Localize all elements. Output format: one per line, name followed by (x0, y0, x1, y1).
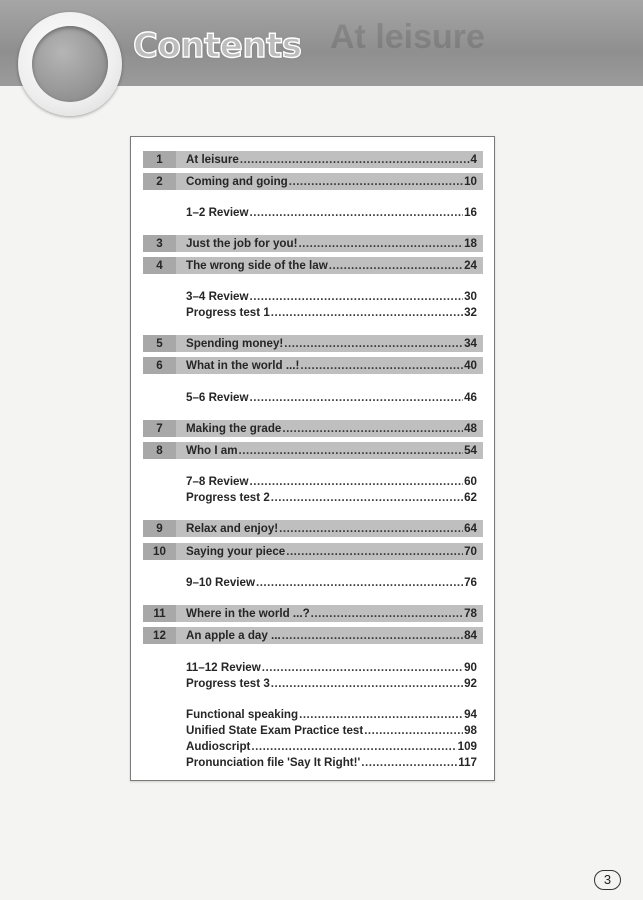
toc-unit-12[interactable] (143, 627, 483, 644)
unit-number: 7 (143, 420, 176, 437)
toc-audioscript[interactable] (143, 738, 483, 755)
page-number-badge: 3 (594, 870, 621, 890)
unit-title: Relax and enjoy! (186, 522, 279, 535)
review-title: 7–8 Review (186, 475, 249, 488)
extra-title: Functional speaking (186, 708, 299, 721)
page-title: Contents (133, 26, 302, 66)
page-ref: 48 (464, 422, 477, 435)
page-ref: 30 (464, 290, 477, 303)
toc-progress-test-3[interactable] (143, 675, 483, 692)
unit-title: Spending money! (186, 337, 284, 350)
toc-review-9-10[interactable] (143, 574, 483, 591)
page-ref: 24 (464, 259, 477, 272)
page-ref: 109 (457, 740, 477, 753)
dot-leader (364, 724, 463, 737)
dot-leader (240, 153, 470, 166)
dot-leader (282, 629, 463, 642)
page-ref: 90 (464, 661, 477, 674)
dot-leader (250, 475, 464, 488)
toc-unit-2[interactable] (143, 173, 483, 190)
dot-leader (299, 708, 463, 721)
unit-number: 1 (143, 151, 176, 168)
review-title: Progress test 3 (186, 677, 270, 690)
dot-leader (271, 677, 463, 690)
header-ghost-text: At leisure (330, 18, 485, 56)
page-ref: 34 (464, 337, 477, 350)
page-ref: 76 (464, 576, 477, 589)
dot-leader (262, 661, 463, 674)
review-title: 3–4 Review (186, 290, 249, 303)
review-title: Progress test 1 (186, 306, 270, 319)
page-ref: 4 (470, 153, 477, 166)
unit-title: Coming and going (186, 175, 288, 188)
toc-unit-9[interactable] (143, 520, 483, 537)
toc-unit-7[interactable] (143, 420, 483, 437)
review-title: 11–12 Review (186, 661, 261, 674)
toc-review-5-6[interactable] (143, 389, 483, 406)
page-ref: 18 (464, 237, 477, 250)
page-ref: 60 (464, 475, 477, 488)
review-title: 9–10 Review (186, 576, 255, 589)
review-title: Progress test 2 (186, 491, 270, 504)
unit-title: Where in the world ...? (186, 607, 310, 620)
toc-review-7-8[interactable] (143, 473, 483, 490)
review-title: 5–6 Review (186, 391, 249, 404)
review-title: 1–2 Review (186, 206, 249, 219)
toc-review-11-12[interactable] (143, 659, 483, 676)
toc-progress-test-1[interactable] (143, 304, 483, 321)
toc-unit-4[interactable] (143, 257, 483, 274)
dot-leader (239, 444, 464, 457)
page-ref: 16 (464, 206, 477, 219)
unit-number: 6 (143, 357, 176, 374)
unit-number: 3 (143, 235, 176, 252)
unit-title: Just the job for you! (186, 237, 298, 250)
toc-unit-1[interactable] (143, 151, 483, 168)
page-ref: 92 (464, 677, 477, 690)
page-ref: 98 (464, 724, 477, 737)
dot-leader (289, 175, 463, 188)
page-ref: 10 (464, 175, 477, 188)
unit-title: Making the grade (186, 422, 282, 435)
toc-functional-speaking[interactable] (143, 706, 483, 723)
dot-leader (256, 576, 463, 589)
dot-leader (271, 306, 463, 319)
toc-unit-6[interactable] (143, 357, 483, 374)
toc-progress-test-2[interactable] (143, 489, 483, 506)
unit-number: 5 (143, 335, 176, 352)
unit-number: 4 (143, 257, 176, 274)
toc-use-practice-test[interactable] (143, 722, 483, 739)
extra-title: Pronunciation file 'Say It Right!' (186, 756, 361, 769)
extra-title: Unified State Exam Practice test (186, 724, 364, 737)
extra-title: Audioscript (186, 740, 251, 753)
page-ref: 32 (464, 306, 477, 319)
dot-leader (271, 491, 463, 504)
header-circle-inner (32, 26, 108, 102)
dot-leader (282, 422, 463, 435)
dot-leader (329, 259, 463, 272)
unit-number: 2 (143, 173, 176, 190)
toc-review-1-2[interactable] (143, 204, 483, 221)
dot-leader (279, 522, 463, 535)
dot-leader (284, 337, 463, 350)
dot-leader (300, 359, 463, 372)
unit-number: 9 (143, 520, 176, 537)
page-ref: 117 (458, 756, 477, 769)
dot-leader (250, 290, 464, 303)
page-ref: 54 (464, 444, 477, 457)
page-ref: 62 (464, 491, 477, 504)
dot-leader (250, 391, 464, 404)
toc-unit-3[interactable] (143, 235, 483, 252)
dot-leader (286, 545, 463, 558)
unit-number: 10 (143, 543, 176, 560)
toc-unit-11[interactable] (143, 605, 483, 622)
dot-leader (251, 740, 456, 753)
unit-title: At leisure (186, 153, 239, 166)
unit-number: 12 (143, 627, 176, 644)
dot-leader (311, 607, 463, 620)
page-ref: 70 (464, 545, 477, 558)
unit-number: 8 (143, 442, 176, 459)
table-of-contents (130, 136, 495, 781)
toc-unit-5[interactable] (143, 335, 483, 352)
page-ref: 94 (464, 708, 477, 721)
toc-unit-8[interactable] (143, 442, 483, 459)
unit-title: What in the world ...! (186, 359, 300, 372)
toc-unit-10[interactable] (143, 543, 483, 560)
page-ref: 40 (464, 359, 477, 372)
unit-title: Saying your piece (186, 545, 286, 558)
dot-leader (298, 237, 463, 250)
unit-number: 11 (143, 605, 176, 622)
unit-title: Who I am (186, 444, 238, 457)
dot-leader (361, 756, 457, 769)
unit-title: An apple a day ... (186, 629, 281, 642)
toc-review-3-4[interactable] (143, 288, 483, 305)
toc-pronunciation-file[interactable] (143, 754, 483, 771)
page-ref: 84 (464, 629, 477, 642)
page-ref: 46 (464, 391, 477, 404)
unit-title: The wrong side of the law (186, 259, 328, 272)
page-ref: 78 (464, 607, 477, 620)
dot-leader (250, 206, 464, 219)
page-ref: 64 (464, 522, 477, 535)
